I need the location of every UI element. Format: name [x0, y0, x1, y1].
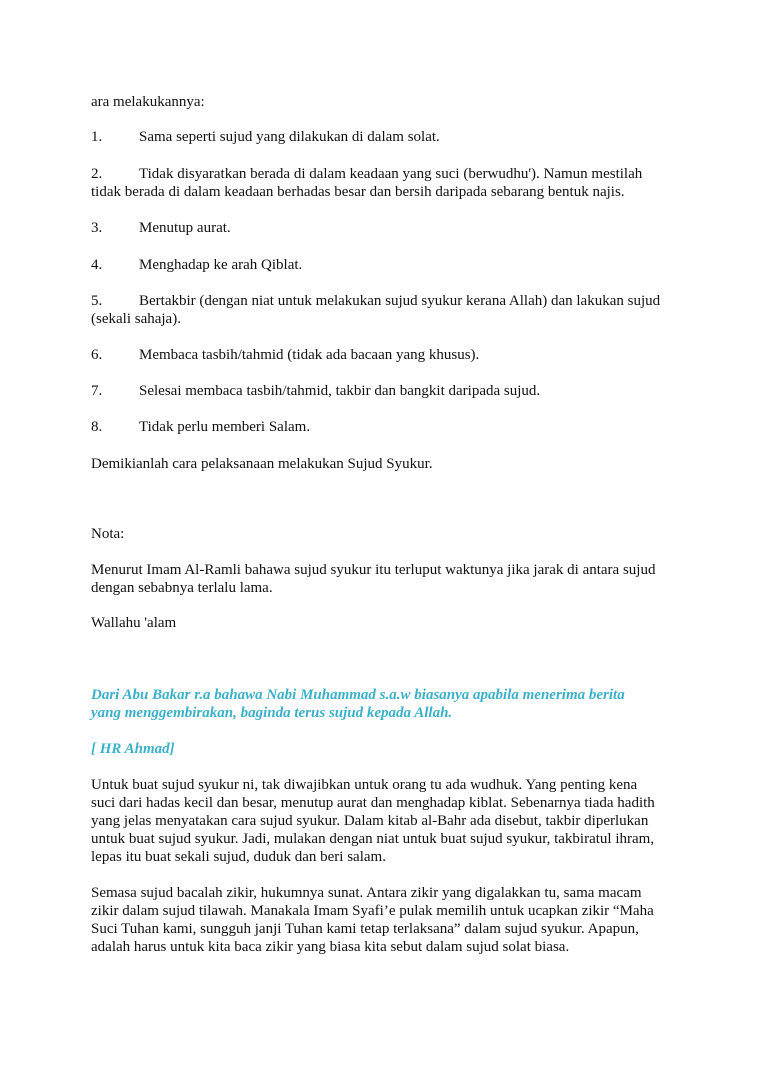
intro-line: ara melakukannya:	[91, 94, 205, 110]
nota-line: dengan sebabnya terlalu lama.	[91, 580, 273, 596]
step-text-continued: tidak berada di dalam keadaan berhadas besar dan bersih daripada sebarang bentuk najis.	[91, 184, 625, 200]
paragraph-line: Untuk buat sujud syukur ni, tak diwajibkan untuk orang tu ada wudhuk. Yang penting kena	[91, 777, 638, 793]
paragraph-line: zikir dalam sujud tilawah. Manakala Imam Syafi’e pulak memilih untuk ucapkan zikir “Maha	[91, 903, 654, 919]
step-number: 3.	[91, 220, 103, 236]
step-number: 4.	[91, 257, 103, 273]
hadith-line: Dari Abu Bakar r.a bahawa Nabi Muhammad s.a.w biasanya apabila menerima berita	[91, 687, 625, 703]
step-number: 2.	[91, 166, 103, 182]
step-number: 6.	[91, 347, 103, 363]
paragraph-line: suci dari hadas kecil dan besar, menutup aurat dan menghadap kiblat. Sebenarnya tiada hadith	[91, 795, 655, 811]
paragraph-line: adalah harus untuk kita baca zikir yang biasa kita sebut dalam sujud solat biasa.	[91, 939, 570, 955]
step-number: 5.	[91, 293, 103, 309]
step-text: Bertakbir (dengan niat untuk melakukan sujud syukur kerana Allah) dan lakukan sujud	[139, 293, 661, 309]
step-number: 1.	[91, 129, 103, 145]
paragraph-line: Semasa sujud bacalah zikir, hukumnya sunat. Antara zikir yang digalakkan tu, sama macam	[91, 885, 642, 901]
paragraph-line: lepas itu buat sekali sujud, duduk dan beri salam.	[91, 849, 386, 865]
step-text: Membaca tasbih/tahmid (tidak ada bacaan yang khusus).	[139, 347, 480, 363]
nota-label: Nota:	[91, 526, 125, 542]
wallahu-line: Wallahu 'alam	[91, 615, 177, 631]
conclusion-line: Demikianlah cara pelaksanaan melakukan Sujud Syukur.	[91, 456, 433, 472]
step-text: Menghadap ke arah Qiblat.	[139, 257, 303, 273]
step-text-continued: (sekali sahaja).	[91, 311, 181, 327]
step-text: Selesai membaca tasbih/tahmid, takbir dan bangkit daripada sujud.	[139, 383, 541, 399]
step-text: Menutup aurat.	[139, 220, 231, 236]
hadith-source: [ HR Ahmad]	[91, 741, 175, 757]
step-text: Tidak perlu memberi Salam.	[139, 419, 311, 435]
paragraph-line: untuk buat sujud syukur. Jadi, mulakan dengan niat untuk buat sujud syukur, takbiratul ihram,	[91, 831, 655, 847]
step-number: 8.	[91, 419, 103, 435]
nota-line: Menurut Imam Al-Ramli bahawa sujud syukur itu terluput waktunya jika jarak di antara sujud	[91, 562, 656, 578]
step-text: Sama seperti sujud yang dilakukan di dalam solat.	[139, 129, 440, 145]
step-text: Tidak disyaratkan berada di dalam keadaan yang suci (berwudhu'). Namun mestilah	[139, 166, 643, 182]
step-number: 7.	[91, 383, 103, 399]
paragraph-line: Suci Tuhan kami, sungguh janji Tuhan kami tetap terlaksana” dalam sujud syukur. Apapun,	[91, 921, 639, 937]
paragraph-line: yang jelas menyatakan cara sujud syukur. Dalam kitab al-Bahr ada disebut, takbir diperlukan	[91, 813, 649, 829]
hadith-line: yang menggembirakan, baginda terus sujud kepada Allah.	[91, 705, 453, 721]
